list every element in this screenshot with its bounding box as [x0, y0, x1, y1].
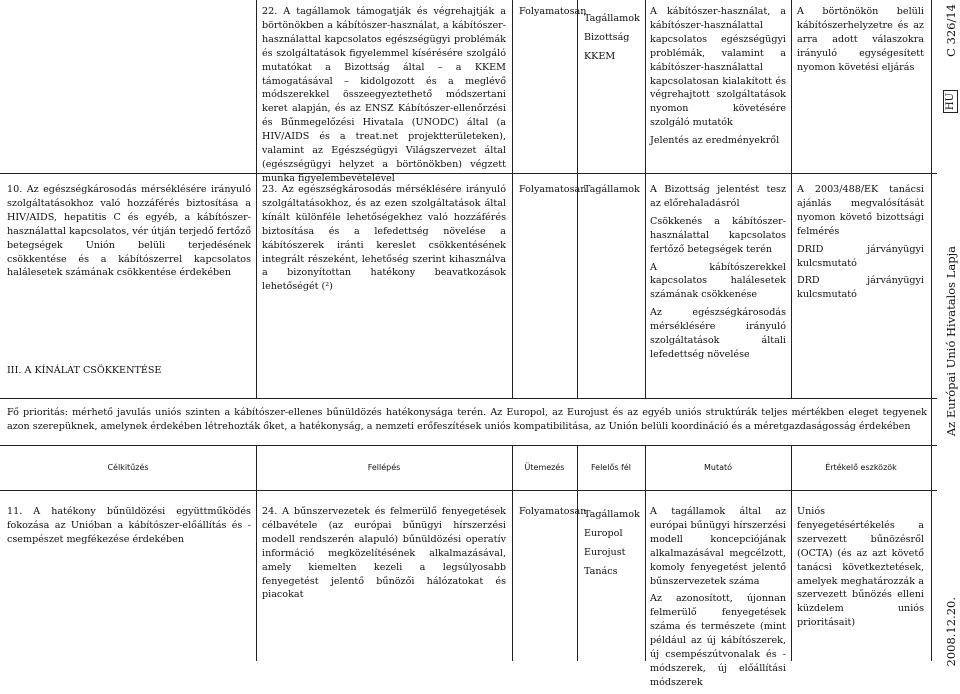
- objective-10: 10. Az egészségkárosodás mérséklésére irányuló szolgáltatásokhoz való hozzáférés biztosítása a HIV/AIDS, hepatitis C és egyéb, a kábítószer-használattal kapcsolatos, vér útján terjedő fertőző betegségek Unión belüli terjedésének csökkentése és a kábítószerrel kapcsolatos halálesetek számának csökkentése érdekében: [7, 184, 252, 279]
- tools-24: Uniós fenyegetésértékelés a szervezett bűnözésről (OCTA) (és az azt követő tanácsi következtetések, amelyek meghatározzák a szervezett bűnözés elleni küzdelem uniós prioritásait): [797, 506, 924, 629]
- col-divider: [512, 0, 513, 173]
- action-22: 22. A tagállamok támogatják és végrehajtják a börtönökben a kábítószer-használat, a kábítószer-használattal kapcsolatos egészségügyi problémák és szolgáltatások figyelemmel kísérésére szolgáló mutatókat a Bizottság által – a KKEM támogatásával – kidolgozott és a meglévő módszerekkel összeegyeztethető módszertani keret alapján, és az ENSZ Kábítószer-ellenőrzési és Bűnmegelőzési Hivatala (UNODC) által (a HIV/AIDS és a treat.net projektterületeken), valamint az Egészségügyi Világszervezet által (egészségügyi helyzet a börtönökben) végzett munka figyelembevételével: [262, 6, 506, 184]
- col-header-objective: Célkitűzés: [107, 463, 149, 472]
- indicator: Csökkenés a kábítószer-használattal kapcsolatos fertőző betegségek terén: [650, 215, 786, 255]
- col-divider: [791, 0, 792, 173]
- tool: A 2003/488/EK tanácsi ajánlás megvalósítását nyomon követő bizottsági felmérés: [797, 184, 924, 237]
- indicator: Az azonosított, újonnan felmerülő fenyegetések száma és természete (mint például az új kábítószerek, új csempészútvonalak és -módszerek, új előállítási módszerek: [650, 593, 786, 688]
- indicators-23: [650, 183, 786, 366]
- party: Eurojust: [584, 547, 626, 558]
- party: Tanács: [584, 566, 618, 577]
- tool: DRD járványügyi kulcsmutató: [797, 275, 924, 301]
- action-23: 23. Az egészségkárosodás mérséklésére irányuló szolgáltatásokhoz, és az ezen szolgáltatások által kínált különféle lehetőségekhez való hozzáférés biztosítása és a lefedettség növelése a kábítószerek iránti kereslet csökkentésének integrált részeként, lehetőség szerint kihasználva a bizonyítottan hatékony beavatkozások lehetőségét (²): [262, 184, 506, 293]
- party: Tagállamok: [584, 509, 640, 520]
- timing-24: Folyamatosan: [519, 506, 587, 517]
- main-priority: Fő prioritás: mérhető javulás uniós szinten a kábítószer-ellenes bűnüldözés hatékonysága terén. Az Europol, az Eurojust és az egyéb uniós struktúrák teljes mértékben eleget tegyenek azon szerepüknek, amelynek érdekében létrehozták őket, a hatékonyság, a nemzeti erőfeszítések uniós kompatibilitása, az Unión belüli koordináció és a méretgazdaságosság érdekében: [7, 407, 927, 432]
- tools-22: A börtönökön belüli kábítószerhelyzetre és az arra adott válaszokra irányuló egységesített nyomon követési eljárás: [797, 6, 924, 73]
- party: Tagállamok: [584, 13, 640, 24]
- col-divider: [512, 173, 513, 398]
- col-divider: [791, 445, 792, 661]
- party: Bizottság: [584, 32, 630, 43]
- col-header-parties: Felelős fél: [590, 463, 632, 472]
- col-divider: [645, 445, 646, 661]
- language-badge: [943, 90, 958, 113]
- timing-23: Folyamatosan: [519, 184, 587, 195]
- parties-22: [584, 9, 644, 66]
- col-divider: [256, 445, 257, 661]
- timing-22: Folyamatosan: [519, 6, 587, 17]
- col-divider: [931, 0, 932, 661]
- tools-23: [797, 183, 924, 306]
- indicator: A tagállamok által az európai bűnügyi hírszerzési modell koncepciójának alkalmazásával megcélzott, komoly fenyegetést jelentő bűnszervezetek száma: [650, 506, 786, 587]
- col-divider: [577, 173, 578, 398]
- row-divider: [0, 173, 937, 174]
- col-header-indicator: Mutató: [703, 463, 733, 472]
- col-divider: [512, 445, 513, 661]
- col-divider: [791, 173, 792, 398]
- party: Europol: [584, 528, 623, 539]
- col-divider: [577, 0, 578, 173]
- section-title: III. A KÍNÁLAT CSÖKKENTÉSE: [7, 365, 162, 376]
- indicator: Az egészségkárosodás mérséklésére irányuló szolgáltatások általi lefedettség növelése: [650, 307, 786, 360]
- parties-23: Tagállamok: [584, 184, 640, 195]
- col-divider: [256, 0, 257, 173]
- journal-id: C 326/14: [944, 4, 958, 57]
- journal-title: Az Európai Unió Hivatalos Lapja: [944, 246, 958, 437]
- col-divider: [256, 173, 257, 398]
- language-code: HU: [945, 93, 956, 111]
- indicator: A kábítószer-használat, a kábítószer-használattal kapcsolatos egészségügyi problémák, valamint a kábítószer-használattal kapcsolatosan kialakított és végrehajtott szolgáltatások nyomon követésére szolgáló mutatók: [650, 6, 786, 129]
- row-divider: [0, 490, 937, 491]
- action-24: 24. A bűnszervezetek és felmerülő fenyegetések célbavétele (az európai bűnügyi hírszerzési modell rendszerén alapuló) bűnüldözési operatív információ megközelítésének alkalmazásával, amely kiemelten kezeli a legsúlyosabb fenyegetést jelentő bűnözői hálózatokat és piacokat: [262, 506, 506, 601]
- col-divider: [577, 445, 578, 661]
- row-divider: [0, 445, 937, 446]
- col-divider: [645, 0, 646, 173]
- indicator: A Bizottság jelentést tesz az előrehaladásról: [650, 184, 786, 209]
- indicator: A kábítószerekkel kapcsolatos halálesetek számának csökkenése: [650, 261, 786, 301]
- journal-side-strip: [938, 0, 960, 667]
- row-divider: [0, 398, 937, 399]
- parties-24: [584, 505, 644, 581]
- journal-date: 2008.12.20.: [944, 597, 958, 667]
- col-header-action: Fellépés: [367, 463, 401, 472]
- col-divider: [645, 173, 646, 398]
- col-header-tools: Értékelő eszközök: [825, 463, 897, 472]
- indicators-24: [650, 505, 786, 694]
- tool: DRID járványügyi kulcsmutató: [797, 243, 924, 269]
- col-header-timing: Ütemezés: [524, 463, 565, 472]
- objective-11: 11. A hatékony bűnüldözési együttműködés fokozása az Unióban a kábítószer-előállítás és -csempészet megfékezése érdekében: [7, 506, 251, 545]
- indicators-22: [650, 5, 786, 152]
- indicator: Jelentés az eredményekről: [650, 135, 780, 147]
- party: KKEM: [584, 51, 616, 62]
